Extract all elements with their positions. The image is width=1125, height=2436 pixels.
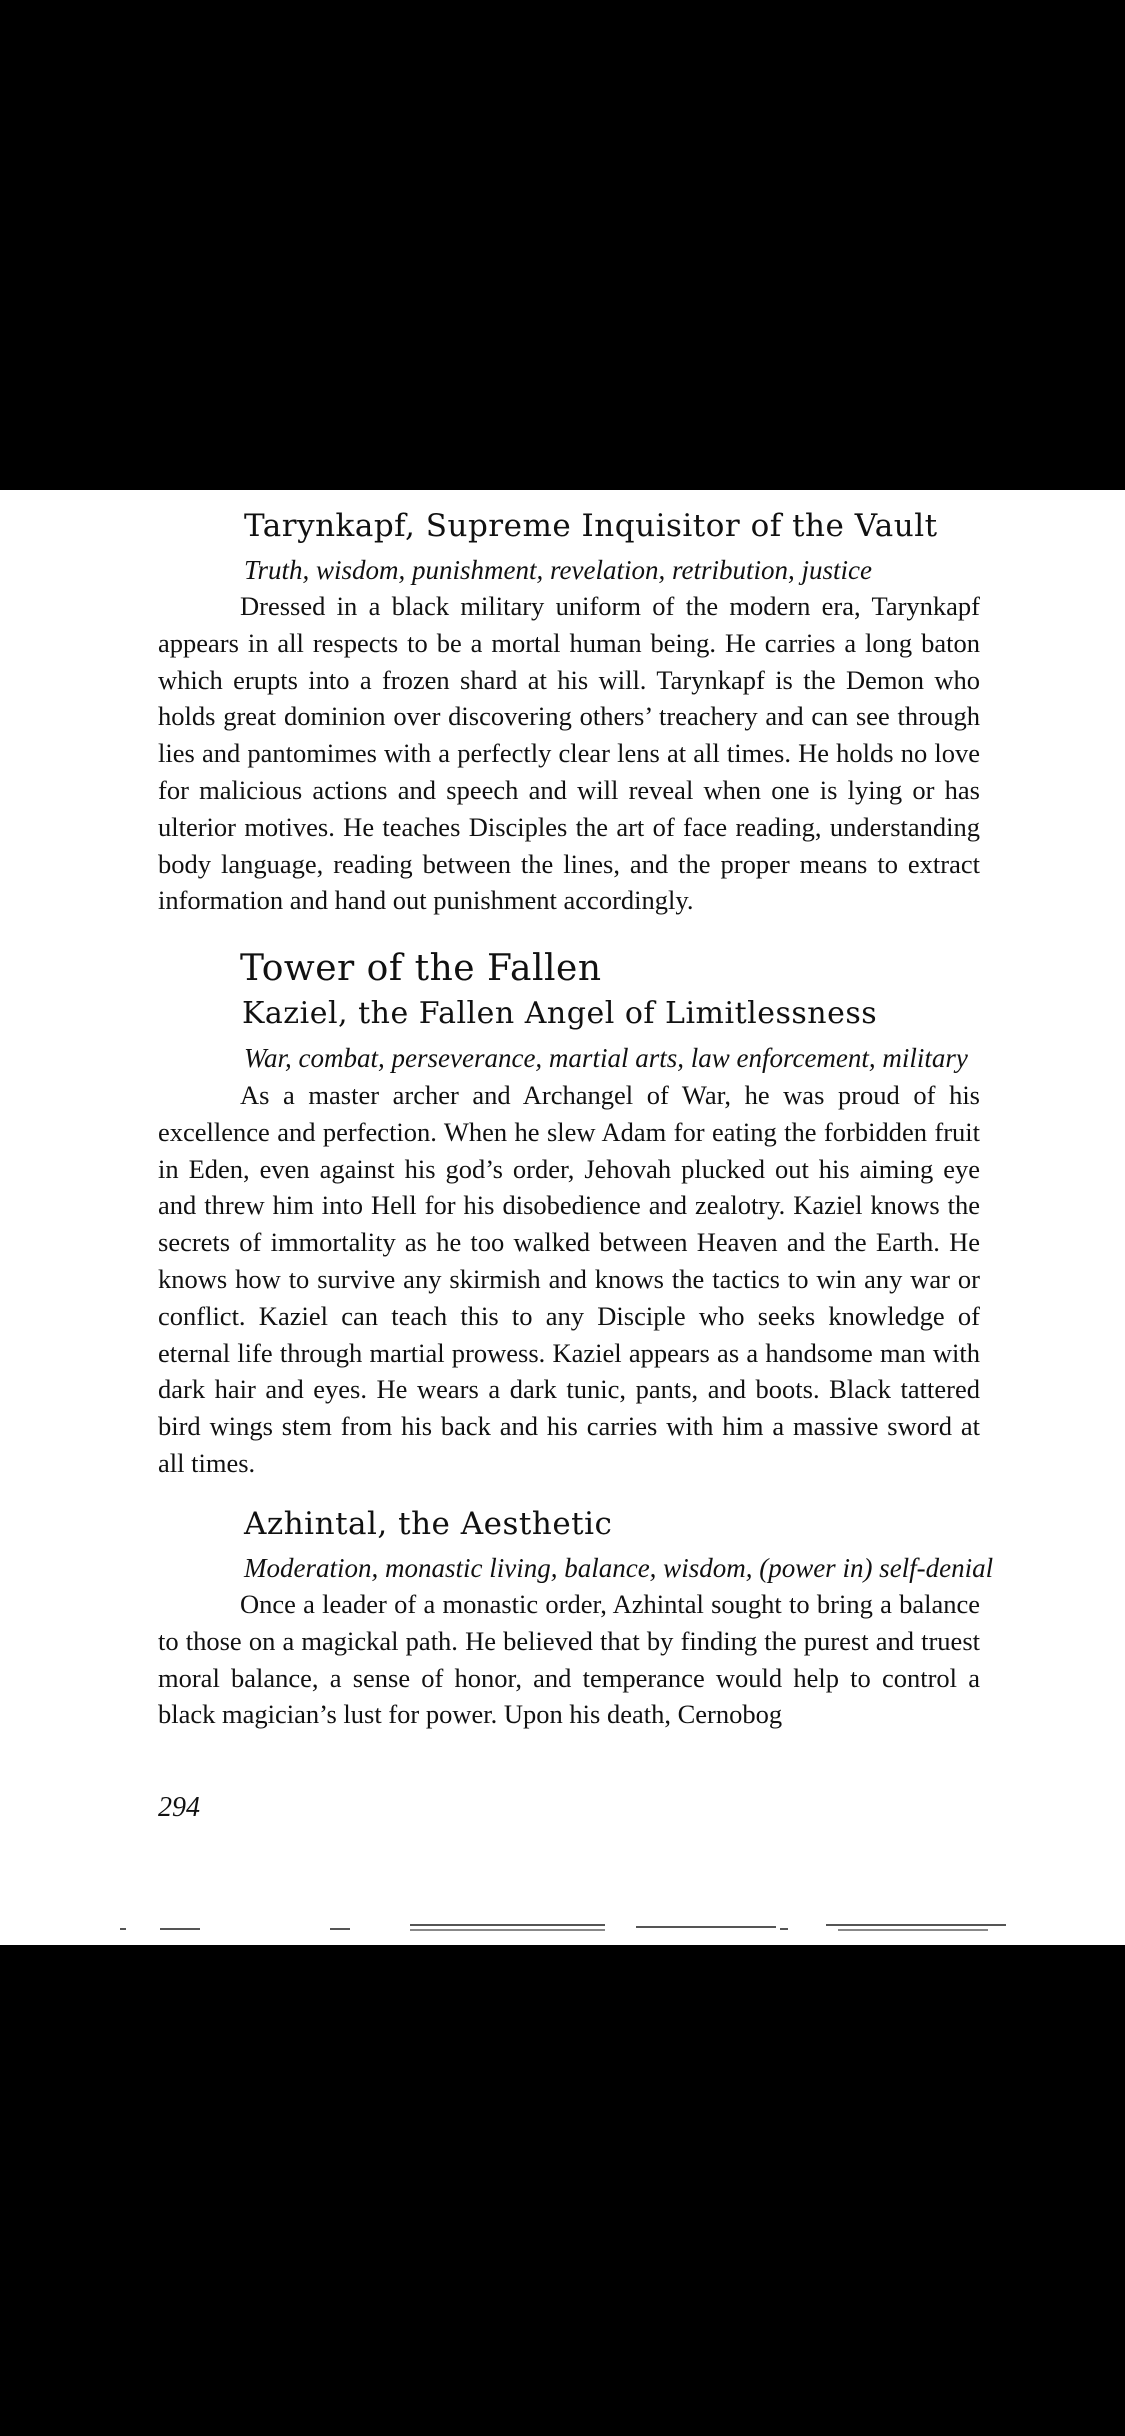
entry-keywords-tarynkapf: Truth, wisdom, punishment, revelation, retribution, justice bbox=[244, 555, 872, 585]
entry-body-tarynkapf: Dressed in a black military uniform of the modern era, Tarynkapf appears in all respects to be a mortal human being. He carries a long baton which erupts into a frozen shard at his will. Tarynkapf is the Demon who holds great dominion over discovering others’ treachery and can see through lies and pantomimes with a perfectly clear lens at all times. He holds no love for malicious actions and speech and will reveal when one is lying or has ulterior motives. He teaches Disciples the art of face reading, understanding body language, reading between the lines, and the proper means to extract information and hand out punishment accordingly. bbox=[158, 591, 980, 916]
entry-keywords-azhintal: Moderation, monastic living, balance, wisdom, (power in) self-denial bbox=[244, 1553, 994, 1583]
entry-body-kaziel: As a master archer and Archangel of War, he was proud of his excellence and perfection. When he slew Adam for eating the forbidden fruit in Eden, even against his god’s order, Jehovah plucked out his aiming eye and threw him into Hell for his disobedience and zealotry. Kaziel knows the secrets of immortality as he too walked between Heaven and the Earth. He knows how to survive any skirmish and knows the tactics to win any war or conflict. Kaziel can teach this to any Disciple who seeks knowledge of eternal life through martial prowess. Kaziel appears as a handsome man with dark hair and eyes. He wears a dark tunic, pants, and boots. Black tattered bird wings stem from his back and his carries with him a massive sword at all times. bbox=[158, 1080, 980, 1478]
page-number: 294 bbox=[158, 1792, 200, 1823]
section-title-tower-of-the-fallen: Tower of the Fallen bbox=[240, 948, 602, 989]
entry-title-tarynkapf: Tarynkapf, Supreme Inquisitor of the Vault bbox=[244, 508, 938, 544]
scan-artifact-lines bbox=[0, 1920, 1125, 1940]
entry-title-kaziel: Kaziel, the Fallen Angel of Limitlessness bbox=[242, 996, 878, 1031]
entry-title-azhintal: Azhintal, the Aesthetic bbox=[244, 1506, 613, 1542]
document-page bbox=[0, 490, 1125, 1945]
entry-keywords-kaziel: War, combat, perseverance, martial arts, law enforcement, military bbox=[244, 1043, 968, 1073]
entry-body-azhintal: Once a leader of a monastic order, Azhintal sought to bring a balance to those on a magickal path. He believed that by finding the purest and truest moral balance, a sense of honor, and temperance would help to control a black magician’s lust for power. Upon his death, Cernobog bbox=[158, 1589, 980, 1730]
